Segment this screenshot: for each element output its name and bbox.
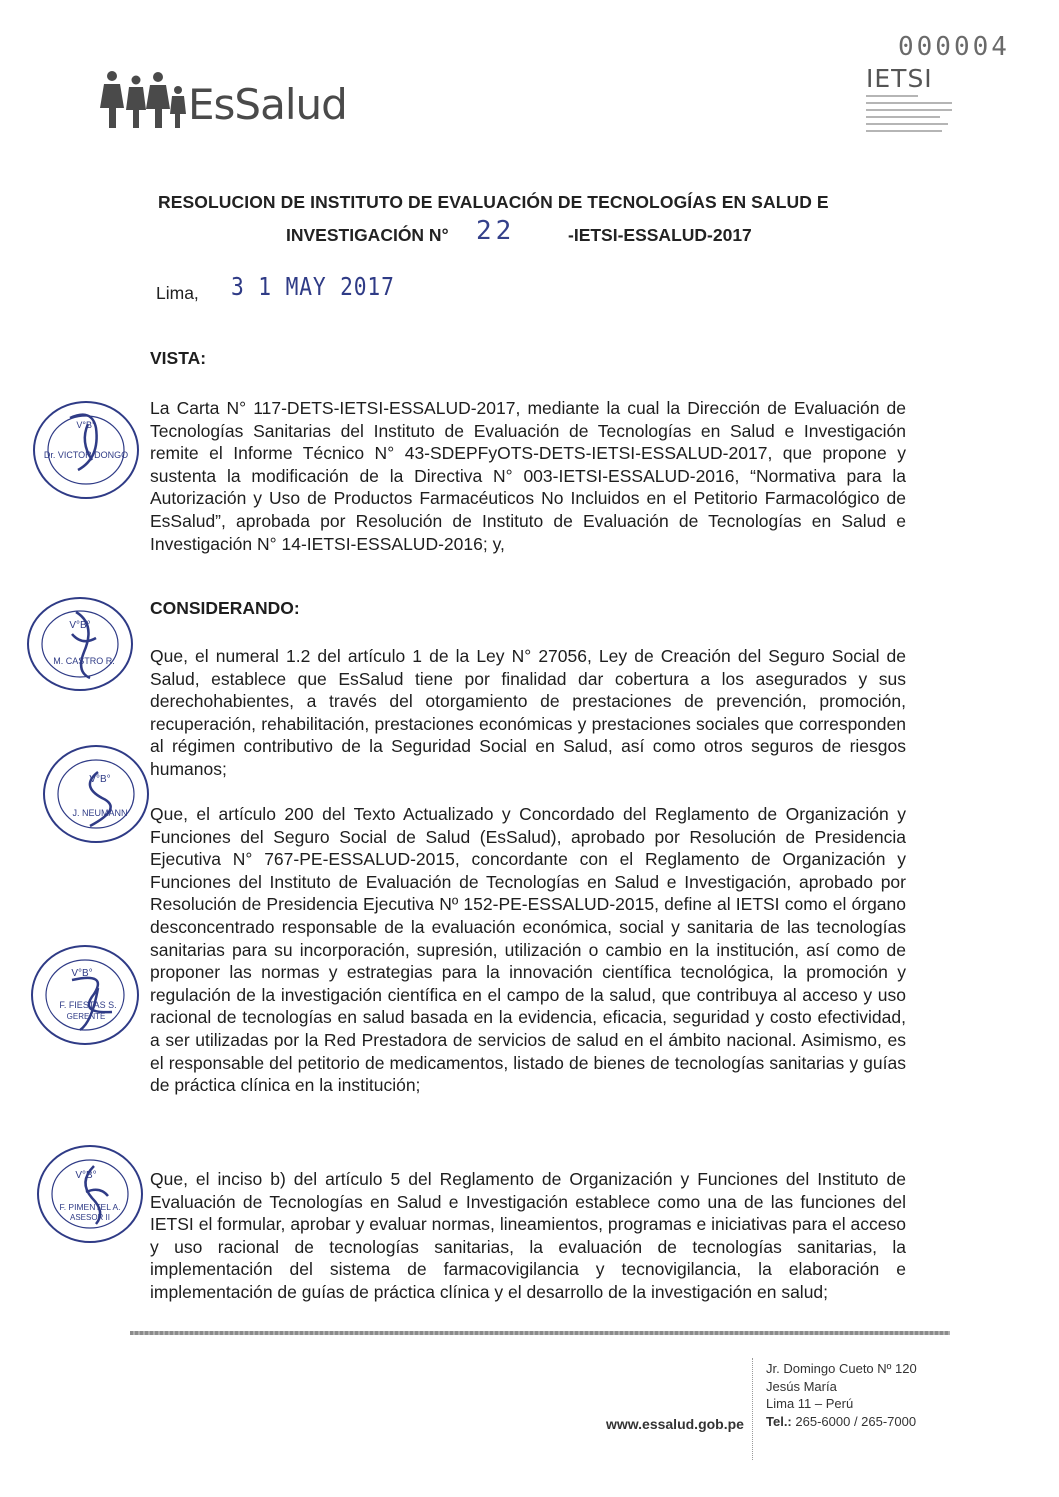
stamp-2-name: M. CASTRO R. — [53, 656, 115, 666]
considerando-paragraph-2: Que, el artículo 200 del Texto Actualizado y Concordado del Reglamento de Organización y Funciones del Seguro Social de Salud (EsSalud), aprobado por Resolución de Presidencia Ejecutiva N° 767-PE-ESSALUD-2015, concordante con el Reglamento de Organización y Funciones del Instituto de Evaluación de Tecnologías en Salud e Investigación, aprobado por Resolución de Presidencia Ejecutiva Nº 152-PE-ESSALUD-2015, define al IETSI como el órgano desconcentrado responsable de la evaluación económica, social y sanitaria de las tecnologías sanitarias para su incorporación, supresión, utilización o cambio en la institución, así como de proponer las normas y estrategias para la innovación científica tecnológica, la promoción y regulación de la investigación científica en el campo de la salud, que contribuya al acceso y uso racional de tecnologías en salud basada en la evidencia, eficacia, seguridad y costo efectividad, a ser utilizadas por la Red Prestadora de servicios de salud en el ámbito nacional. Asimismo, es el responsable del petitorio de medicamentos, listado de bienes de tecnologías sanitarias y guías de práctica clínica en la institución; — [150, 804, 906, 1096]
resolution-title-line1: RESOLUCION DE INSTITUTO DE EVALUACIÓN DE TECNOLOGÍAS EN SALUD E — [158, 192, 829, 212]
approval-stamp-1 — [30, 398, 142, 502]
footer-address — [766, 1360, 917, 1430]
vista-paragraph: La Carta N° 117-DETS-IETSI-ESSALUD-2017, mediante la cual la Dirección de Evaluación de Tecnologías Sanitarias del Instituto de Evaluación de Tecnologías en Salud e Investigación remite el Informe Técnico N° 43-SDEPFyOTS-DETS-IETSI-ESSALUD-2017, que propone y sustenta la modificación de la Directiva N° 003-IETSI-ESSALUD-2016, “Normativa para la Autorización y Uso de Productos Farmacéuticos No Incluidos en el Petitorio Farmacológico de EsSalud”, aprobada por Resolución de Instituto de Evaluación de Tecnologías en Salud e Investigación N° 14-IETSI-ESSALUD-2016; y, — [150, 398, 906, 554]
approval-stamp-4 — [28, 942, 142, 1048]
address-line-3: Lima 11 – Perú — [766, 1396, 854, 1411]
logo-wordmark: EsSalud — [188, 80, 347, 129]
phone-line — [766, 1413, 917, 1431]
footer-separator — [752, 1358, 753, 1460]
ietsi-subtitle-lines — [866, 95, 956, 132]
resolution-title-prefix: INVESTIGACIÓN N° — [286, 225, 449, 245]
resolution-title-suffix: -IETSI-ESSALUD-2017 — [568, 225, 752, 245]
phone-numbers: 265-6000 / 265-7000 — [795, 1413, 917, 1429]
stamp-2-vobo: V°B° — [69, 620, 91, 631]
stamp-4-vobo: V°B° — [71, 968, 93, 979]
approval-stamp-5 — [34, 1142, 146, 1246]
considerando-heading: CONSIDERANDO: — [150, 598, 300, 618]
stamp-5-name: F. PIMENTEL A. — [59, 1202, 121, 1212]
folio-number: 000004 — [898, 32, 1010, 62]
website-link[interactable]: www.essalud.gob.pe — [606, 1416, 744, 1432]
vista-heading: VISTA: — [150, 348, 207, 368]
stamp-1-vobo: V°B° — [76, 420, 96, 430]
stamp-3-name: J. NEUMANN — [72, 808, 128, 818]
essalud-logo — [100, 68, 347, 130]
address-line-1: Jr. Domingo Cueto Nº 120 — [766, 1361, 917, 1376]
stamp-5-vobo: V°B° — [75, 1170, 97, 1181]
approval-stamp-3 — [40, 742, 152, 846]
ietsi-wordmark: IETSI — [866, 64, 933, 93]
resolution-number-handwritten: 22 — [476, 216, 516, 246]
considerando-paragraph-3: Que, el inciso b) del artículo 5 del Reglamento de Organización y Funciones del Instituto de Evaluación de Tecnologías en Salud e Investigación establece como una de las funciones del IETSI el formular, aprobar y evaluar normas, lineamientos, programas e iniciativas para el acceso y uso racional de tecnologías sanitarias, la evaluación de tecnologías sanitarias, la implementación del sistema de farmacovigilancia y tecnovigilancia, la elaboración e implementación de guías de práctica clínica y el desarrollo de la investigación en salud; — [150, 1169, 906, 1302]
date-stamp: 3 1 MAY 2017 — [231, 272, 395, 301]
ietsi-logo — [866, 66, 956, 137]
stamp-5-role: ASESOR II — [69, 1213, 111, 1222]
family-figures-icon — [100, 68, 186, 130]
footer-website[interactable] — [606, 1416, 744, 1432]
stamp-1-name: Dr. VICTOR DONGO — [43, 450, 129, 460]
considerando-paragraph-1: Que, el numeral 1.2 del artículo 1 de la Ley N° 27056, Ley de Creación del Seguro Social de Salud, establece que EsSalud tiene por finalidad dar cobertura a los asegurados y sus derechohabientes, a través del otorgamiento de prestaciones de prevención, promoción, recuperación, rehabilitación, prestaciones económicas y prestaciones sociales que corresponden al régimen contributivo de la Seguridad Social en Salud, así como otros seguros de riesgos humanos; — [150, 646, 906, 779]
stamp-4-name: F. FIESTAS S. — [59, 1000, 117, 1010]
stamp-4-role: GERENTE — [66, 1012, 106, 1021]
address-line-2: Jesús María — [766, 1378, 837, 1394]
approval-stamp-2 — [24, 594, 136, 694]
place-label: Lima, — [156, 283, 199, 303]
phone-label: Tel.: — [766, 1413, 792, 1429]
stamp-3-vobo: V°B° — [89, 774, 111, 785]
footer-divider — [130, 1331, 950, 1335]
